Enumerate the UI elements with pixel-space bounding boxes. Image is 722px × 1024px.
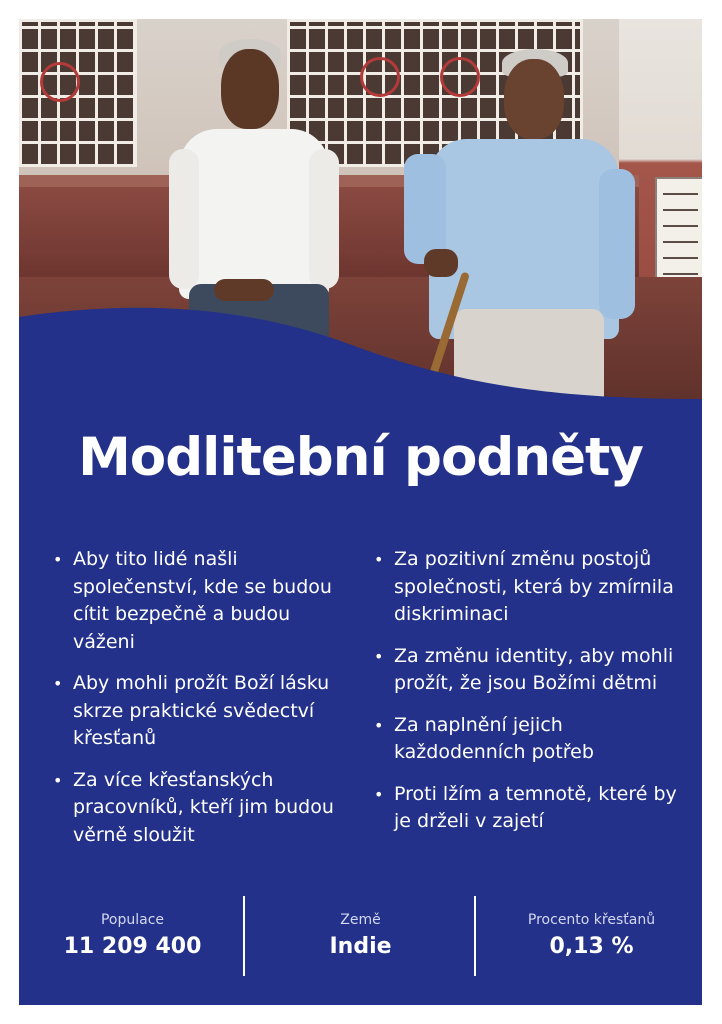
prayer-item: • Za pozitivní změnu postojů společnosti, která by zmírnila diskriminaci <box>374 546 692 629</box>
stats-bar <box>19 894 702 976</box>
stat-label: Procento křesťanů <box>527 912 656 928</box>
stat-label: Populace <box>100 912 165 928</box>
prayer-item: • Proti lžím a temnotě, které by je drželi v zajetí <box>374 781 692 836</box>
stat-value: 0,13 % <box>549 934 634 959</box>
prayer-list-right <box>374 546 692 850</box>
stat-value: 11 209 400 <box>63 934 202 959</box>
photo-window-left <box>19 19 137 167</box>
prayer-item: • Aby mohli prožít Boží lásku skrze praktické svědectví křesťanů <box>53 670 353 753</box>
prayer-item: • Aby tito lidé našli společenství, kde se budou cítit bezpečně a budou váženi <box>53 546 353 656</box>
stat-country <box>247 894 474 976</box>
prayer-item: • Za naplnění jejich každodenních potřeb <box>374 712 692 767</box>
stat-divider <box>243 896 245 976</box>
prayer-list-left <box>53 546 353 863</box>
wave-divider <box>19 299 702 429</box>
stat-label: Země <box>340 912 381 928</box>
prayer-item: • Za změnu identity, aby mohli prožít, že jsou Božími dětmi <box>374 643 692 698</box>
stat-value: Indie <box>329 934 392 959</box>
prayer-item: • Za více křesťanských pracovníků, kteří jim budou věrně sloužit <box>53 767 353 850</box>
stat-divider <box>474 896 476 976</box>
stat-christian-percent <box>478 894 702 976</box>
page-title: Modlitební podněty <box>78 427 643 488</box>
stat-population <box>19 894 246 976</box>
prayer-card <box>19 19 702 1005</box>
